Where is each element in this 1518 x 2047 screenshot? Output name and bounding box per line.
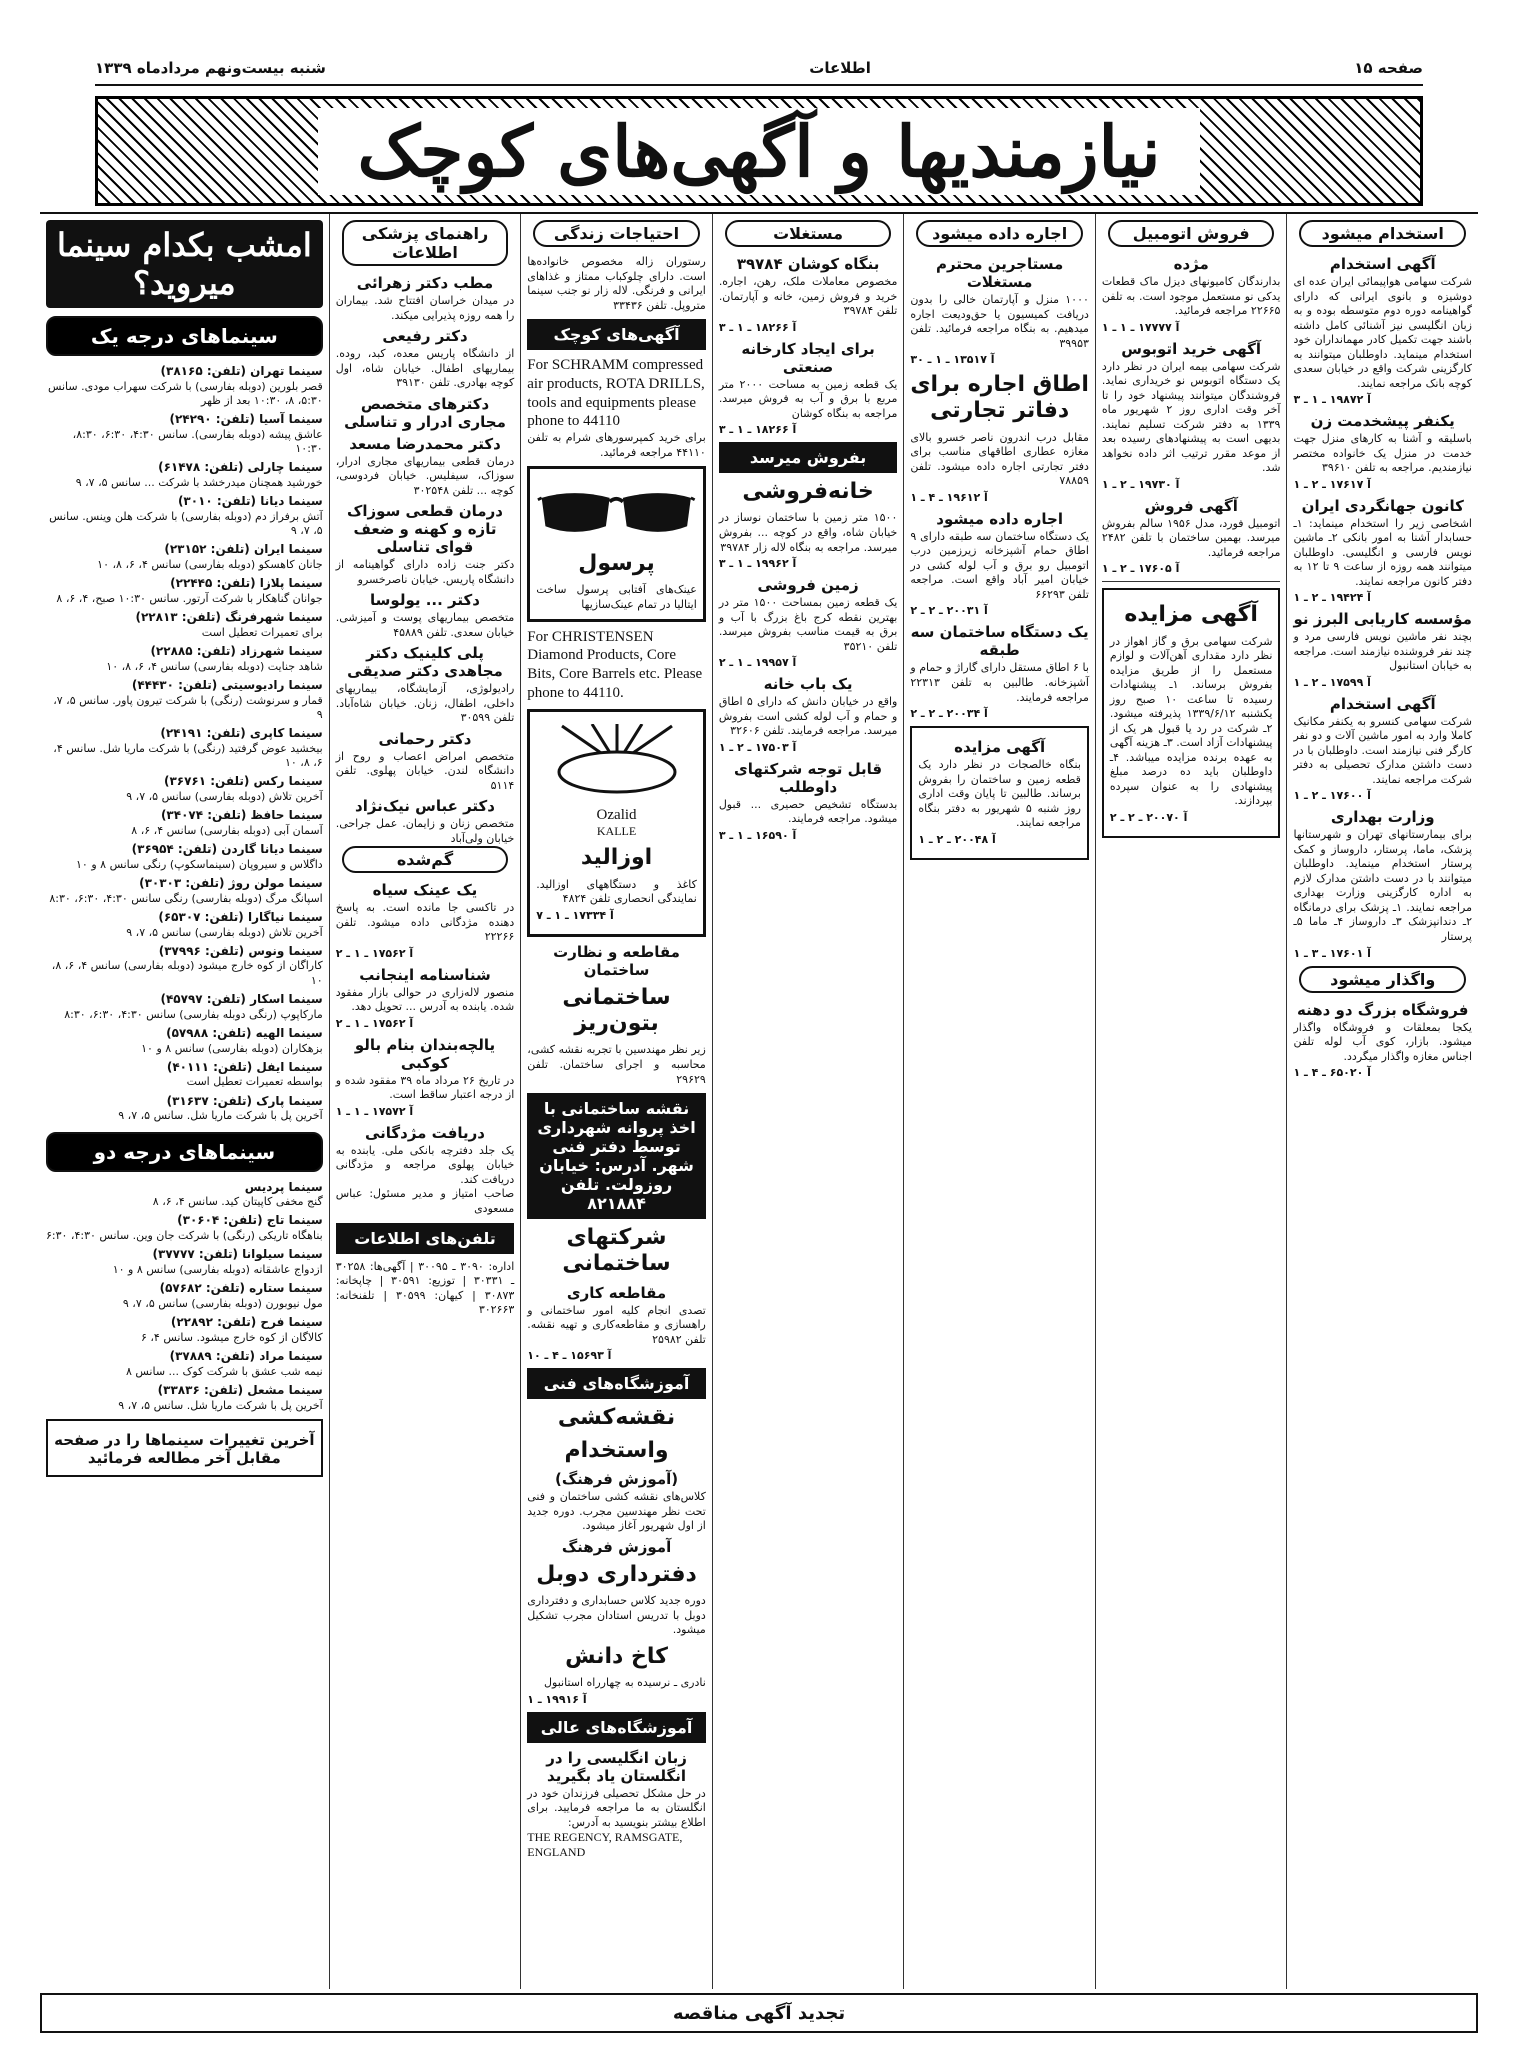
drafting-title: نقشه‌کشی — [557, 1405, 676, 1431]
cinema-title: امشب بکدام سینما میروید؟ — [46, 220, 323, 308]
english-title: زبان انگلیسی را در انگلستان یاد بگیرید — [546, 1748, 687, 1785]
cinema-name: سینما پارک (تلفن: ۳۱۶۳۷) — [166, 1093, 323, 1108]
ad — [1102, 340, 1281, 491]
auction-body: شرکت سهامی برق و گاز اهواز در نظر دارد مقداری آهن‌آلات و لوازم مستعمل را از طریق مزایده بفروش برساند. ۱ـ پیشنهادات رسیده تا ساعت ۱۰ صبح روز یکشنبه ۱۳۳۹/۶/۱۲ پذیرفته میشود. ۲ـ شرکت در رد یا قبول هر یک از پیشنهادات آزاد است. ۳ـ هزینه آگهی به عهده برنده مزایده میباشد. ۴ـ داوطلبان باید ده درصد مبلغ پیشنهادی را به عنوان سپرده بپردازند. — [1109, 634, 1273, 808]
ozalid-sub: KALLE — [596, 824, 637, 839]
ad-code: آ ۱۹۴۲۴ ـ ۲ ـ ۱ — [1293, 591, 1371, 605]
cinema-listing — [46, 1247, 323, 1277]
cinema-listing — [46, 1281, 323, 1311]
ad-body: یک قطعه زمین به مساحت ۲۰۰۰ متر مربع با برق و آب به فروش میرسد. مراجعه به بنگاه کوشان — [718, 377, 898, 420]
ad-body: یک دستگاه ساختمان سه طبقه دارای ۹ اطاق حمام آشپزخانه زیرزمین درب اتومبیل رو برق و آب لوله کشی در خیابان امیر آباد واقع است. مراجعه تلفن ۶۶۲۹۳ — [910, 529, 1089, 601]
auction2-code: آ ۲۰۰۴۸ ـ ۲ ـ ۱ — [918, 832, 996, 846]
cinema-showtimes: قصر بلورین (دوبله بفارسی) با شرکت سهراب مودی. سانس ۵:۳۰، ۸، ۱۰:۳۰ بعد از ظهر — [47, 379, 323, 407]
cinema-showtimes: مارکاپوپ (رنگی دوبله بفارسی) سانس ۴:۳۰، ۶:۳۰، ۸:۳۰ — [64, 1007, 323, 1021]
ad — [1293, 610, 1472, 689]
restaurant-ad: رستوران زاله مخصوص خانواده‌ها است. دارای چلوکباب ممتاز و غذاهای ایرانی و فرنگی. لاله زار نو جنب سینما متروپل. تلفن ۳۳۴۳۶ — [527, 255, 706, 312]
ad — [1293, 497, 1472, 605]
ad-title: قابل توجه شرکتهای داوطلب — [734, 759, 883, 796]
cinema-name: سینما رکس (تلفن: ۳۶۷۶۱) — [163, 774, 323, 789]
ad-body: شرکت سهامی هواپیمائی ایران عده ای دوشیزه و بانوی ایرانی که دارای گواهینامه دوره دوم متوسطه بوده و به زبان انگلیسی نیز آشنائی کامل داشته باشند جهت تکمیل کادر مهمانداران خود استخدام مینماید. داوطلبان میتوانند به کارگزینی شرکت واقع در خیابان سعدی کوچه بانک مراجعه نمایند. — [1293, 275, 1472, 390]
column-doctors — [329, 214, 521, 1989]
cinema-showtimes: آخرین پل با شرکت ماریا شل. سانس ۵، ۷، ۹ — [118, 1398, 323, 1412]
ad-title: دکتر عباس نیک‌نژاد — [355, 797, 495, 816]
masthead-title: نیازمندیها و آگهی‌های کوچک — [318, 108, 1201, 195]
auction2-body: بنگاه خالصجات در نظر دارد یک قطعه زمین و ساختمان را بفروش برساند. طالبین تا پایان وقت اداری روز شنبه ۵ شهریور به دفتر بنگاه مراجعه نمایند. — [918, 758, 1081, 830]
ad — [910, 255, 1089, 366]
cinema-listing — [46, 944, 323, 988]
ad-title: آگهی فروش — [1144, 496, 1238, 515]
section-header-life-needs: احتیاجات زندگی — [533, 220, 700, 247]
ad — [910, 510, 1089, 618]
ad — [719, 255, 898, 334]
ozalid-caption: کاغذ و دستگاههای اوزالید. نمایندگی انحصاری تلفن ۴۸۲۴ — [536, 877, 697, 906]
ad-body: ۱۰۰۰ منزل و آپارتمان خالی را بدون دریافت کمیسیون یا حق‌ودیعت اجاره میدهیم. به بنگاه مراجعه فرمائید. تلفن ۳۹۹۵۳ — [910, 293, 1089, 350]
cinema-name: سینما تاج (تلفن: ۳۰۶۰۴) — [177, 1213, 323, 1228]
ad-body: در تاکسی جا مانده است. به پاسخ دهنده مژدگانی داده میشود. تلفن ۲۲۲۶۶ — [335, 901, 515, 944]
construction-name: ساختمانی بتون‌ریز — [562, 984, 671, 1037]
ad-body: بچند نفر ماشین نویس فارسی مرد و چند نفر فروشنده نیازمند است. مراجعه به خیابان استانبول — [1293, 630, 1472, 673]
classified-masthead — [95, 96, 1423, 206]
cinema-showtimes: کاراگان از کوه خارج میشود (دوبله بفارسی) سانس ۴، ۶، ۸، ۱۰ — [51, 959, 323, 987]
column-cinema — [40, 214, 329, 1989]
knowledge-title: کاخ دانش — [565, 1643, 668, 1669]
section-header-schools: آموزشگاه‌های فنی — [527, 1368, 706, 1399]
ad-title: یالچه‌بندان بنام بالو کوکبی — [354, 1035, 496, 1072]
ad — [1293, 695, 1472, 803]
cinema-showtimes: ازدواج عاشقانه (دوبله بفارسی) سانس ۸ و ۱۰ — [112, 1262, 323, 1276]
tender-title: تجدید آگهی مناقصه — [672, 2002, 846, 2024]
ad — [336, 881, 515, 960]
school2-title: آموزش فرهنگ — [561, 1537, 672, 1556]
contracting-sub: مقاطعه کاری — [566, 1283, 667, 1302]
section-header-lost: گم‌شده — [342, 846, 509, 873]
ad-code: آ ۱۹۶۱۲ ـ ۴ ـ ۱ — [910, 490, 988, 504]
cinema-listing — [46, 842, 323, 872]
ad-body: یک قطعه زمین بمساحت ۱۵۰۰ متر در بهترین نقطه کرج باغ بزرگ با آب و برق به قیمت مناسب بفروش میرسد. تلفن ۳۵۲۱۰ — [718, 596, 898, 653]
column-employment — [1286, 214, 1478, 1989]
ad — [1102, 497, 1281, 576]
cinema-listing — [46, 1180, 323, 1210]
ad-code: آ ۱۷۶۰۰ ـ ۲ ـ ۱ — [1293, 789, 1371, 803]
cinema-name: سینما چارلی (تلفن: ۶۱۴۷۸) — [158, 460, 323, 475]
auction-code: آ ۲۰۰۷۰ ـ ۲ ـ ۲ — [1109, 810, 1188, 824]
construction-title: مقاطعه و نظارت ساختمان — [553, 942, 680, 979]
ad-title: اجاره داده میشود — [936, 509, 1063, 528]
cinema-showtimes: برای تعمیرات تعطیل است — [201, 625, 323, 639]
auction-ad — [1102, 588, 1281, 838]
ad-code: آ ۱۷۵۶۲ ـ ۱ ـ ۲ — [335, 946, 414, 960]
contracting-code: آ ۱۵۶۹۳ ـ ۴ ـ ۱۰ — [527, 1349, 612, 1363]
ad-code: آ ۱۳۵۱۷ ـ ۱ ـ ۳۰ — [910, 353, 995, 367]
schramm-ad-persian: برای خرید کمپرسورهای شرام به تلفن ۴۴۱۱۰ مراجعه فرمائید. — [527, 431, 706, 459]
ad-title: مؤسسه کاریابی البرز نو — [1293, 610, 1472, 629]
running-header — [95, 52, 1423, 86]
cinema-class2-list — [46, 1180, 323, 1413]
ozalid-persian: اوزالید — [580, 845, 653, 871]
ad-code: آ ۶۵۰۲۰ ـ ۴ ـ ۱ — [1293, 1066, 1371, 1080]
ad — [336, 1036, 515, 1118]
column-car-sales — [1095, 214, 1287, 1989]
ad — [719, 340, 898, 437]
ad-body: دکتر جنت زاده دارای گواهینامه از دانشگاه پاریس. خیابان ناصرخسرو — [335, 558, 515, 586]
ad-code: آ ۲۰۰۳۱ ـ ۲ ـ ۲ — [910, 604, 988, 618]
cinema-name: سینما ونوس (تلفن: ۳۷۹۹۶) — [158, 943, 323, 958]
date-line: شنبه بیست‌ونهم مردادماه ۱۳۳۹ — [95, 59, 326, 77]
page-label: صفحه ۱۵ — [1354, 59, 1423, 77]
cinema-name: سینما پردیس — [244, 1179, 323, 1194]
ad-code: آ ۱۹۸۷۲ ـ ۱ ـ ۳ — [1293, 393, 1371, 407]
school-body: کلاس‌های نقشه کشی ساختمان و فنی تحت نظر مهندسین مجرب. دوره جدید از اول شهریور آغاز میشود. — [527, 1490, 706, 1533]
cinema-showtimes: آخرین پل با شرکت ماریا شل. سانس ۵، ۷، ۹ — [118, 1109, 323, 1123]
cinema-showtimes: گنج مخفی کاپیتان کید. سانس ۴، ۶، ۸ — [152, 1195, 323, 1209]
ad-code: آ ۱۸۲۶۶ ـ ۱ ـ ۳ — [718, 423, 797, 437]
ad-title: یک باب خانه — [763, 675, 853, 694]
ad-title: دکتر ... یولوسا — [370, 591, 480, 610]
cinema-listing — [46, 808, 323, 838]
ad-title: یکنفر پیشخدمت زن — [1310, 412, 1455, 431]
ad-code: آ ۱۷۵۰۳ ـ ۲ ـ ۱ — [718, 740, 797, 754]
ad-title: دکتر رفیعی — [382, 327, 468, 346]
ad — [336, 274, 515, 323]
section-header-for-transfer: واگذار میشود — [1299, 966, 1466, 993]
ad-body: واقع در خیابان دانش که دارای ۵ اطاق و حمام و آب لوله کشی است بفروش میرسد. مراجعه فرمایند. تلفن ۳۲۶۰۶ — [718, 695, 898, 738]
cinema-listing — [46, 494, 323, 538]
ad-title: خانه‌فروشی — [742, 479, 874, 505]
ad-body: باسلیقه و آشنا به کارهای منزل جهت خدمت در منزل یک خانواده مختصر نیازمندیم. مراجعه به تلفن ۳۹۶۱۰ — [1293, 432, 1472, 475]
cinema-showtimes: شاهد جنایت (دوبله بفارسی) سانس ۴، ۶، ۸، ۱۰ — [106, 659, 323, 673]
ad-code: آ ۱۷۵۹۹ ـ ۲ ـ ۱ — [1293, 675, 1371, 689]
cinema-note-text: آخرین تغییرات سینماها را در صفحه مقابل آخر مطالعه فرمائید — [54, 1430, 315, 1467]
cinema-name: سینما شهرفرنگ (تلفن: ۲۲۸۱۳) — [135, 610, 323, 625]
ad-title: دکتر رحمانی — [378, 729, 472, 748]
ad-body: از دانشگاه پاریس معده، کبد، روده. بیماریهای اطفال. خیابان شاه، اول کوچه بهادری. تلفن ۳۹۱۳۰ — [335, 347, 515, 390]
cinema-listing — [46, 644, 323, 674]
double-entry-body: دوره جدید کلاس حسابداری و دفترداری دوبل با تدریس استادان مجرب تشکیل میشود. — [527, 1594, 706, 1637]
knowledge-body: نادری ـ نرسیده به چهارراه استانبول — [544, 1676, 706, 1689]
ad — [719, 675, 898, 754]
ad-body: در تاریخ ۲۶ مرداد ماه ۳۹ مفقود شده و از درجه اعتبار ساقط است. — [335, 1073, 515, 1102]
paper-name: اطلاعات — [809, 59, 871, 77]
persol-caption: عینک‌های آفتابی پرسول ساخت ایتالیا در تمام عینک‌سازیها — [536, 583, 697, 611]
ad-code: آ ۱۹۷۳۰ ـ ۲ ـ ۱ — [1101, 477, 1180, 491]
ad-title: آگهی استخدام — [1329, 694, 1436, 713]
ad-body: اتومبیل فورد، مدل ۱۹۵۶ سالم بفروش میرسد. بهمین ساختمان با تلفن ۲۴۸۲ مراجعه فرمائید. — [1101, 516, 1281, 559]
ad — [336, 797, 515, 846]
ad-code: آ ۱۷۵۶۲ ـ ۱ ـ ۲ — [335, 1016, 414, 1030]
tender-footer — [40, 1993, 1478, 2033]
ad-title: شناسنامه اینجانب — [359, 965, 491, 984]
ad-title: برای ایجاد کارخانه صنعتی — [741, 339, 875, 376]
ad-code: آ ۱۸۲۶۶ ـ ۱ ـ ۳ — [718, 320, 797, 334]
cinema-listing — [46, 678, 323, 722]
phones-list: اداره: ۳۰۹۰ ـ ۳۰۰۹۵ | آگهی‌ها: ۳۰۲۵۸ ـ ۳۰۳۳۱ | توزیع: ۳۰۵۹۱ | چاپخانه: ۳۰۸۷۳ | کیهان: ۳۰۵۹۹ | تلفنخانه: ۳۰۲۶۶۳ — [335, 1259, 515, 1317]
ad — [336, 435, 515, 499]
section-header-doctors: راهنمای پزشکی اطلاعات — [342, 220, 509, 266]
cinema-listing — [46, 910, 323, 940]
ad-title: اطاق اجاره برای دفاتر تجارتی — [910, 372, 1089, 424]
ozalid-code: آ ۱۷۳۳۴ ـ ۱ ـ ۷ — [536, 908, 614, 922]
cinema-showtimes: بیخشید عوض گرفتید (رنگی) با شرکت ماریا شل. سانس ۴، ۶، ۸، ۱۰ — [53, 741, 323, 770]
cinema-showtimes: عاشق پیشه (دوبله بفارسی). سانس ۴:۳۰، ۶:۳۰، ۸:۳۰، ۱۰:۳۰ — [72, 427, 323, 456]
cinema-showtimes: بواسطه تعمیرات تعطیل است — [186, 1075, 323, 1089]
ad-body: اشخاصی زیر را استخدام مینماید: ۱ـ حسابدار آشنا به امور بانکی ۲ـ ماشین نویس فارسی و انگلیسی. داوطلبان میتوانند همه روزه از ساعت ۹ تا ۱۲ به دفتر کانون مراجعه نمایند. — [1293, 516, 1472, 588]
cinema-showtimes: آسمان آبی (دوبله بفارسی) سانس ۴، ۶، ۸ — [131, 823, 323, 837]
ad-body: یکجا بمعلقات و فروشگاه واگذار میشود. بازار، کوی آب لوله تلفن اجناس مغازه واگذار میگردد. — [1293, 1020, 1472, 1063]
cinema-name: سینما ستاره (تلفن: ۵۷۶۸۲) — [159, 1281, 323, 1296]
ad-body: برای بیمارستانهای تهران و شهرستانها پزشک، ماما، پرستار، داروساز و کمک پرستار استخدام مینماید. داوطلبان میتوانند با در دست داشتن مدارک لازم به اداره کارگزینی وزارت بهداری مراجعه نمایند. ۱ـ پزشک برای درمانگاه ۲ـ دندانپزشک ۳ـ داروساز ۴ـ ماما ۵ـ پرستار — [1293, 828, 1472, 943]
ad-title: وزارت بهداری — [1330, 808, 1435, 827]
municipality-box: نقشه ساختمانی با اخذ پروانه شهرداری توسط دفتر فنی شهر. آدرس: خیابان روزولت. تلفن ۸۲۱۸۸۴ — [527, 1093, 706, 1219]
cinema-listing — [46, 460, 323, 490]
cinema-name: سینما رادیوسیتی (تلفن: ۴۴۴۳۰) — [131, 678, 323, 693]
ad-body: درمان قطعی بیماریهای مجاری ادرار، سوزاک، سیفلیس. خیابان فردوسی، کوچه ... تلفن ۳۰۲۵۴۸ — [335, 454, 515, 497]
cinema-name: سینما ایفل (تلفن: ۴۰۱۱۱) — [166, 1059, 323, 1074]
cinema-name: سینما پلازا (تلفن: ۲۲۴۴۵) — [170, 576, 323, 591]
cinema-showtimes: آخرین تلاش (دوبله بفارسی) سانس ۵، ۷، ۹ — [126, 789, 323, 803]
cinema-listing — [46, 726, 323, 770]
cinema-showtimes: آتش برفراز دم (دوبله بفارسی) با شرکت هلن وینس. سانس ۵، ۷، ۹ — [49, 509, 323, 538]
english-address: THE REGENCY, RAMSGATE, ENGLAND — [527, 1830, 683, 1860]
ad-code: آ ۱۷۷۷۷ ـ ۱ ـ ۱ — [1101, 320, 1180, 334]
cinema-name: سینما نیاگارا (تلفن: ۶۵۳۰۷) — [158, 909, 323, 924]
publisher-credit: صاحب امتیاز و مدیر مسئول: عباس مسعودی — [335, 1187, 515, 1215]
cinema-showtimes: جوانان گناهکار با شرکت آرتور. سانس ۱۰:۳۰ صبح، ۴، ۶، ۸ — [56, 591, 323, 605]
ad-title: دکتر محمدرضا مسعد — [349, 434, 501, 453]
ad-title: دریافت مژدگانی — [364, 1123, 485, 1142]
ad — [336, 1124, 515, 1188]
section-header-higher-ed: آموزشگاه‌های عالی — [527, 1712, 706, 1743]
ad — [719, 576, 898, 669]
ozalid-logo-icon — [552, 724, 682, 800]
ozalid-ad — [527, 709, 706, 937]
ad-title: آگهی استخدام — [1329, 255, 1436, 273]
sunglasses-icon — [536, 481, 697, 545]
school-title: (آموزش فرهنگ) — [554, 1470, 679, 1489]
cinema-listing — [46, 774, 323, 804]
ad-title: آگهی خرید اتوبوس — [1121, 339, 1262, 358]
cinema-name: سینما دیانا (تلفن: ۳۰۱۰) — [177, 494, 323, 509]
column-life-needs — [520, 214, 712, 1989]
cinema-name: سینما کاپری (تلفن: ۲۴۱۹۱) — [160, 726, 323, 741]
ad-body: مقابل درب اندرون ناصر خسرو بالای مغازه عطاری اطاقهای مناسب برای دفتر تجارتی اجاره داده میشود. تلفن ۷۸۸۵۹ — [910, 430, 1089, 488]
ad-title: یک دستگاه ساختمان سه طبقه — [910, 623, 1089, 660]
ad-title: مژده — [1173, 255, 1209, 273]
ad — [910, 372, 1089, 504]
ad-body: منصور لاله‌زاری در حوالی بازار مفقود شده. یابنده به آدرس ... تحویل دهد. — [335, 985, 515, 1014]
ad-body: بدارندگان کامیونهای دیزل ماک قطعات یدکی نو مستعمل موجود است. به تلفن ۲۲۶۶۵ مراجعه فرمائید. — [1101, 275, 1281, 318]
cinema-showtimes: نیمه شب عشق با شرکت کوک ... سانس ۸ — [125, 1364, 323, 1378]
contracting-body: تصدی انجام کلیه امور ساختمانی و راهسازی و مقاطعه‌کاری و تهیه نقشه. تلفن ۲۵۹۸۲ — [527, 1303, 706, 1346]
cinema-showtimes: کالاگان از کوه خارج میشود. سانس ۴، ۶ — [140, 1330, 323, 1344]
cinema-listing — [46, 1026, 323, 1056]
section-header-small-ads: آگهی‌های کوچک — [527, 319, 706, 350]
cinema-class2-header: سینماهای درجه دو — [46, 1132, 323, 1172]
persol-ad — [527, 466, 706, 621]
cinema-name: سینما الهیه (تلفن: ۵۷۹۸۸) — [166, 1025, 323, 1040]
cinema-name: سینما مشعل (تلفن: ۳۳۸۳۶) — [157, 1382, 323, 1397]
cinema-listing — [46, 992, 323, 1022]
ad-code: آ ۱۹۹۶۲ ـ ۱ ـ ۳ — [718, 557, 797, 571]
ad-code: آ ۲۰۰۳۴ ـ ۲ ـ ۲ — [910, 707, 988, 721]
cinema-showtimes: اسپانگ مرگ (دوبله بفارسی) رنگی سانس ۴:۳۰، ۶:۳۰، ۸:۳۰ — [49, 891, 323, 905]
ad — [719, 479, 898, 570]
ad — [719, 760, 898, 842]
ad-title: یک عینک سیاه — [372, 881, 478, 900]
cinema-listing — [46, 1383, 323, 1413]
english-body: در حل مشکل تحصیلی فرزندان خود در انگلستان به ما مراجعه فرمایید. برای اطلاع بیشتر بنویسید به آدرس: — [527, 1786, 706, 1829]
ad — [336, 966, 515, 1030]
cinema-name: سینما دیانا گاردن (تلفن: ۳۶۹۵۴) — [131, 842, 323, 857]
cinema-listing — [46, 412, 323, 456]
ad — [336, 644, 515, 726]
cinema-listing — [46, 1315, 323, 1345]
cinema-listing — [46, 1213, 323, 1243]
cinema-name: سینما حافظ (تلفن: ۳۴۰۷۴) — [160, 808, 323, 823]
double-entry-title: دفترداری دوبل — [536, 1561, 697, 1587]
ad-body: یک جلد دفترچه بانکی ملی. یابنده به خیابان پهلوی مراجعه و مژدگانی دریافت کند. — [335, 1143, 515, 1186]
ad — [336, 502, 515, 587]
section-header-employment: استخدام میشود — [1299, 220, 1466, 247]
cinema-name: سینما شهرزاد (تلفن: ۲۲۸۸۵) — [150, 644, 323, 659]
ad-body: متخصص بیماریهای پوست و آمیزشی. خیابان سعدی. تلفن ۴۵۸۸۹ — [335, 611, 515, 639]
cinema-footer-note — [46, 1419, 323, 1477]
ad-title: کانون جهانگردی ایران — [1301, 496, 1464, 515]
hiring-title: واستخدام — [564, 1437, 669, 1463]
cinema-listing — [46, 876, 323, 906]
ad-body: مخصوص معاملات ملک، رهن، اجاره. خرید و فروش زمین، خانه و آپارتمان. تلفن ۳۹۷۸۴ — [718, 275, 898, 318]
cinema-showtimes: خورشید همچنان میدرخشد با شرکت ... سانس ۵، ۷، ۹ — [75, 475, 323, 489]
auction2-title: آگهی مزایده — [954, 738, 1046, 757]
ad-code: آ ۱۷۶۰۱ ـ ۳ ـ ۱ — [1293, 946, 1371, 960]
ad — [336, 591, 515, 640]
cinema-listing — [46, 542, 323, 572]
cinema-listing — [46, 1349, 323, 1379]
ad-code: آ ۱۷۵۷۲ ـ ۱ ـ ۱ — [335, 1104, 414, 1118]
cinema-listing — [46, 610, 323, 640]
ad-body: شرکت سهامی کنسرو به یکنفر مکانیک کاملا وارد به امور ماشین آلات و دو نفر کارگر فنی نیازمند است. داوطلبان با در دست داشتن مدارک تحصیلی به دفتر شرکت مراجعه نمایند. — [1293, 714, 1472, 786]
ad-title: بنگاه کوشان ۳۹۷۸۴ — [736, 255, 880, 273]
column-rentals — [903, 214, 1095, 1989]
cinema-name: سینما آسیا (تلفن: ۲۴۲۹۰) — [169, 412, 323, 427]
cinema-name: سینما ایران (تلفن: ۲۳۱۵۲) — [164, 542, 323, 557]
cinema-name: سینما اسکار (تلفن: ۴۵۷۹۷) — [160, 992, 323, 1007]
ad-title: دکترهای متخصص مجاری ادرار و تناسلی — [344, 394, 506, 431]
cinema-name: سینما مراد (تلفن: ۳۷۸۸۹) — [169, 1349, 323, 1364]
cinema-class1-header: سینماهای درجه یک — [46, 316, 323, 356]
ad-title: درمان قطعی سوزاک تازه و کهنه و ضعف قوای تناسلی — [347, 502, 503, 557]
cinema-class1-list — [46, 364, 323, 1124]
cinema-name: سینما مولن روژ (تلفن: ۳۰۳۰۳) — [139, 876, 323, 891]
cinema-showtimes: جانان کاهسکو (دوبله بفارسی) سانس ۴، ۶، ۸، ۱۰ — [97, 558, 323, 572]
section-header-car-sales: فروش اتومبیل — [1108, 220, 1275, 247]
ad — [1293, 255, 1472, 406]
ad-title: فروشگاه بزرگ دو دهنه — [1297, 1000, 1469, 1019]
auction-title: آگهی مزایده — [1124, 602, 1258, 628]
cinema-name: سینما فرح (تلفن: ۲۲۸۹۲) — [170, 1315, 323, 1330]
ad-body: با ۶ اطاق مستقل دارای گاراژ و حمام و آشپزخانه. طالبین به تلفن ۲۲۳۱۳ مراجعه فرمایند. — [910, 661, 1089, 704]
cinema-showtimes: قمار و سرنوشت (رنگی) با شرکت تیرون پاور. سانس ۵، ۷، ۹ — [53, 693, 323, 721]
ad-title: زمین فروشی — [757, 576, 859, 595]
cinema-showtimes: داگلاس و سیروپان (سینماسکوپ) رنگی سانس ۸ و ۱۰ — [76, 857, 323, 871]
cinema-name: سینما سیلوانا (تلفن: ۳۷۷۷۷) — [152, 1247, 323, 1262]
christensen-ad: For CHRISTENSEN Diamond Products, Core Bits, Core Barrels etc. Please phone to 44110. — [527, 628, 703, 701]
columns — [40, 212, 1478, 1989]
ad — [1293, 412, 1472, 491]
ad-title: پلی کلینیک دکتر مجاهدی دکتر صدیقی — [347, 644, 503, 681]
ad — [336, 395, 515, 431]
knowledge-code: آ ۱۹۹۱۶ ـ ۱ — [527, 1692, 587, 1706]
ad — [336, 327, 515, 391]
cinema-listing — [46, 1094, 323, 1124]
section-header-for-sale: بفروش میرسد — [719, 442, 898, 473]
ad-body: شرکت سهامی بیمه ایران در نظر دارد یک دستگاه اتوبوس نو خریداری نماید. فروشندگان میتوانند پیشنهاد خود را تا آخر وقت اداری روز ۲ شهریور ماه ۱۳۳۹ به دفتر شرکت تسلیم نمایند. بدیهی است به پیشنهادهای رسیده بعد از موعد مقرر ترتیب اثر داده نخواهد شد. — [1101, 359, 1281, 475]
cinema-listing — [46, 364, 323, 408]
cinema-showtimes: بزهکاران (دوبله بفارسی) سانس ۸ و ۱۰ — [141, 1041, 323, 1055]
cinema-listing — [46, 1060, 323, 1090]
ad-code: آ ۱۹۹۵۷ ـ ۱ ـ ۲ — [718, 656, 797, 670]
ad-code: آ ۱۶۵۹۰ ـ ۱ ـ ۳ — [718, 828, 797, 842]
ad-code: آ ۱۷۶۰۵ ـ ۲ ـ ۱ — [1101, 562, 1180, 576]
column-real-estate — [712, 214, 904, 1989]
ad-body: بدستگاه تشخیص حصیری ... قبول میشود. مراجعه فرمایند. — [718, 797, 898, 826]
ad — [1293, 808, 1472, 959]
ad — [1102, 255, 1281, 334]
section-header-real-estate: مستغلات — [725, 220, 892, 247]
ad — [336, 730, 515, 794]
cinema-showtimes: مول نیوبورن (دوبله بفارسی) سانس ۵، ۷، ۹ — [122, 1296, 323, 1310]
cinema-name: سینما تهران (تلفن: ۳۸۱۶۵) — [160, 364, 323, 378]
contracting-title: شرکتهای ساختمانی — [562, 1225, 671, 1277]
ad — [1293, 1001, 1472, 1080]
ad-title: مستاجرین محترم مستغلات — [935, 255, 1064, 291]
schramm-ad: For SCHRAMM compressed air products, ROTA DRILLS, tools and equipments please phone to 44110 — [527, 357, 705, 430]
phones-banner: تلفن‌های اطلاعات — [336, 1223, 515, 1254]
ad — [910, 623, 1089, 720]
ad-body: در میدان خراسان افتتاح شد. بیماران را همه روزه پذیرایی میکند. — [335, 294, 515, 322]
cinema-showtimes: بناهگاه تاریکی (رنگی) با شرکت جان وین. سانس ۴:۳۰، ۶:۳۰ — [46, 1229, 323, 1243]
ad-body: ۱۵۰۰ متر زمین با ساختمان نوساز در خیابان شاه، واقع در کوچه ... بفروش میرسد. مراجعه به بنگاه لاله زار ۳۹۷۸۴ — [718, 511, 898, 554]
auction-ad-2 — [910, 726, 1089, 860]
ad-code: آ ۱۷۶۱۷ ـ ۲ ـ ۱ — [1293, 477, 1371, 491]
section-header-rentals: اجاره داده میشود — [916, 220, 1083, 247]
ad-body: متخصص امراض اعصاب و روح از دانشگاه لندن. خیابان پهلوی. تلفن ۵۱۱۴ — [335, 749, 515, 792]
divider — [1102, 581, 1281, 582]
cinema-listing — [46, 576, 323, 606]
ad-body: رادیولوژی، آزمایشگاه، بیماریهای داخلی، اطفال، زنان. خیابان شاه‌آباد. تلفن ۳۰۵۹۹ — [335, 682, 515, 725]
ad-body: متخصص زنان و زایمان. عمل جراحی. خیابان ولی‌آباد — [335, 817, 515, 845]
cinema-showtimes: آخرین تلاش (دوبله بفارسی) سانس ۵، ۷، ۹ — [126, 925, 323, 939]
persol-brand: پرسول — [578, 551, 655, 577]
ozalid-brand: Ozalid — [596, 806, 637, 823]
construction-body: زیر نظر مهندسین با تجربه نقشه کشی، محاسبه و اجرای ساختمان. تلفن ۲۹۶۲۹ — [527, 1043, 706, 1086]
ad-title: مطب دکتر زهرائی — [356, 274, 494, 292]
